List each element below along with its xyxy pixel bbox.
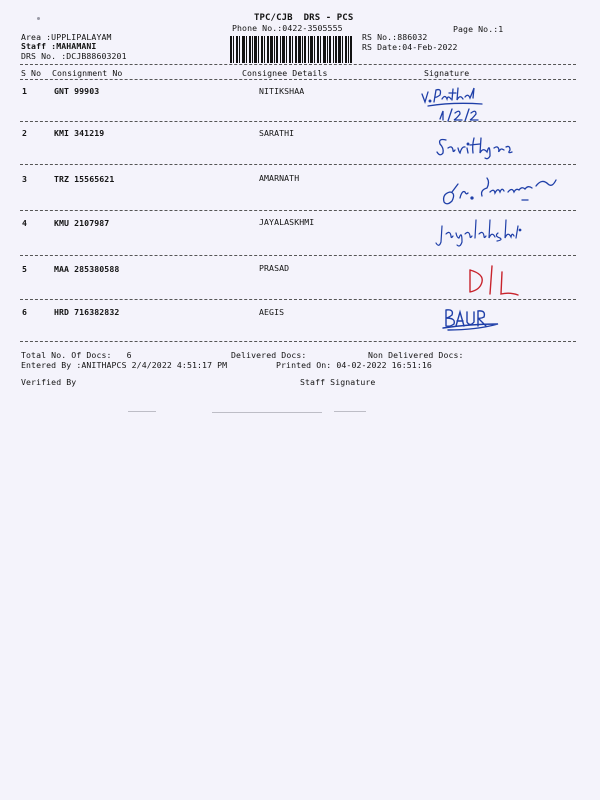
divider xyxy=(20,210,576,211)
rs-date: RS Date:04-Feb-2022 xyxy=(362,42,458,52)
page-number: Page No.:1 xyxy=(453,24,504,34)
row-consignment-no: HRD 716382832 xyxy=(54,307,120,317)
scan-mark xyxy=(212,412,322,413)
row-consignment-no: KMU 2107987 xyxy=(54,218,110,228)
rs-number: RS No.:886032 xyxy=(362,32,428,42)
divider xyxy=(20,164,576,165)
staff-field: Staff :MAHAMANI xyxy=(21,41,97,51)
scan-mark xyxy=(334,411,366,412)
column-header-sno: S No xyxy=(21,68,42,78)
verified-by: Verified By xyxy=(21,377,77,387)
delivered-docs: Delivered Docs: xyxy=(231,350,307,360)
divider xyxy=(20,79,576,80)
row-consignment-no: MAA 285380588 xyxy=(54,264,120,274)
scan-speck xyxy=(37,17,40,20)
row-consignee: PRASAD xyxy=(259,263,290,273)
signature-image xyxy=(438,168,564,212)
row-consignment-no: GNT 99903 xyxy=(54,86,100,96)
row-consignee: AMARNATH xyxy=(259,173,300,183)
divider xyxy=(20,64,576,65)
staff-signature: Staff Signature xyxy=(300,377,376,387)
divider xyxy=(20,121,576,122)
document-title: TPC/CJB DRS - PCS xyxy=(254,13,354,23)
column-header-consignment: Consignment No xyxy=(52,68,123,78)
row-sno: 1 xyxy=(22,86,28,96)
entered-by: Entered By :ANITHAPCS 2/4/2022 4:51:17 PM xyxy=(21,360,228,370)
signature-image xyxy=(440,302,504,334)
divider xyxy=(20,299,576,300)
signature-image xyxy=(434,212,534,252)
row-consignee: JAYALASKHMI xyxy=(259,217,315,227)
drs-number: DRS No. :DCJB88603201 xyxy=(21,51,127,61)
signature-image xyxy=(464,262,528,302)
non-delivered-docs: Non Delivered Docs: xyxy=(368,350,464,360)
row-sno: 4 xyxy=(22,218,28,228)
row-sno: 2 xyxy=(22,128,28,138)
row-consignment-no: TRZ 15565621 xyxy=(54,174,115,184)
column-header-signature: Signature xyxy=(424,68,470,78)
row-consignee: AEGIS xyxy=(259,307,285,317)
row-consignee: NITIKSHAA xyxy=(259,86,305,96)
printed-on: Printed On: 04-02-2022 16:51:16 xyxy=(276,360,432,370)
row-consignee: SARATHI xyxy=(259,128,295,138)
row-sno: 5 xyxy=(22,264,28,274)
divider xyxy=(20,255,576,256)
area-field: Area :UPPLIPALAYAM xyxy=(21,32,112,42)
barcode-image xyxy=(230,36,352,63)
row-sno: 6 xyxy=(22,307,28,317)
divider xyxy=(20,341,576,342)
column-header-consignee: Consignee Details xyxy=(242,68,328,78)
row-consignment-no: KMI 341219 xyxy=(54,128,105,138)
signature-image xyxy=(434,132,514,162)
total-docs: Total No. Of Docs: 6 xyxy=(21,350,132,360)
phone-number: Phone No.:0422-3505555 xyxy=(232,23,343,33)
scan-mark xyxy=(128,411,156,412)
row-sno: 3 xyxy=(22,174,28,184)
